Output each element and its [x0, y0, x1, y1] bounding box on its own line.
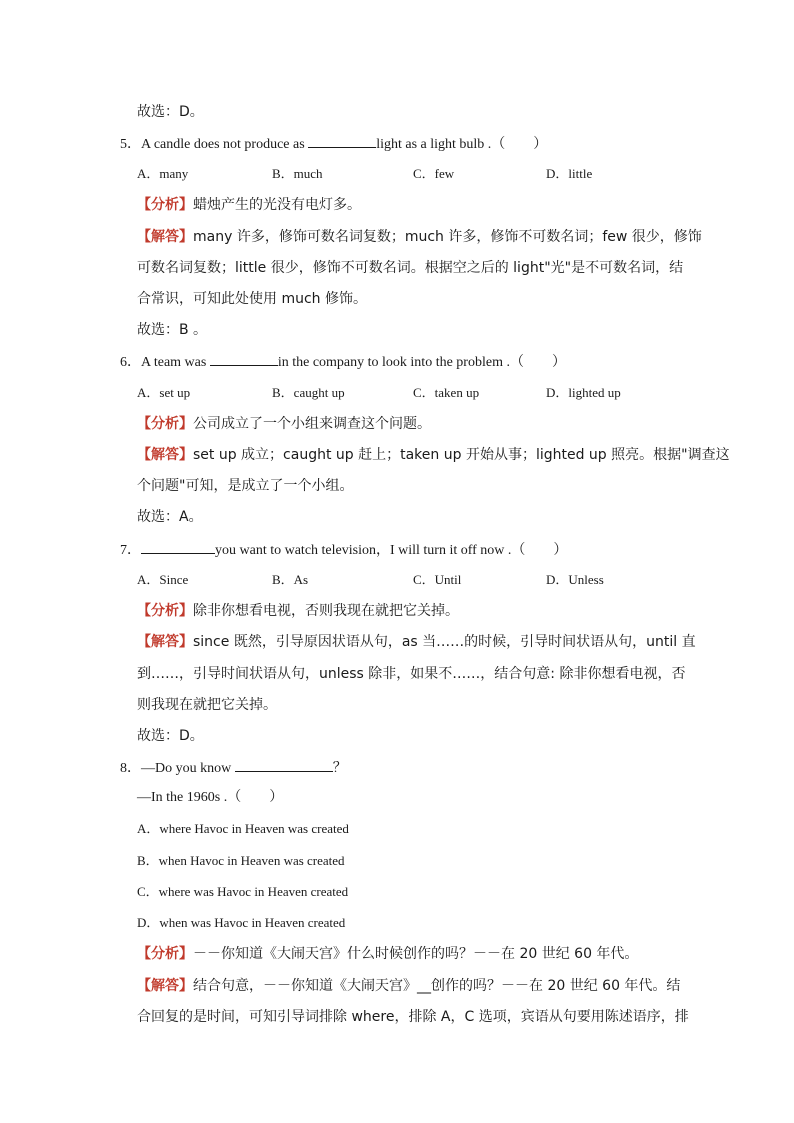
- q7-option-c: C．Until: [413, 572, 462, 587]
- q5-stem-before: A candle does not produce as: [141, 137, 309, 152]
- q6-stem-before: A team was: [141, 355, 210, 370]
- analysis-tag: 【分析】: [137, 416, 193, 432]
- q5-option-a: A．many: [137, 166, 189, 181]
- q8-solution-line-1: [137, 976, 680, 997]
- q7-option-b: B．As: [272, 572, 309, 587]
- q6-stem: [120, 351, 566, 373]
- q8-analysis: [137, 944, 638, 965]
- q6-analysis-text: 公司成立了一个小组来调查这个问题。: [193, 416, 431, 432]
- q8-number: 8．: [120, 761, 141, 776]
- solution-tag: 【解答】: [137, 978, 193, 994]
- q6-blank: [210, 351, 278, 366]
- q6-number: 6．: [120, 355, 141, 370]
- q8-stem: [120, 757, 347, 779]
- q6-option-a: A．set up: [137, 385, 191, 400]
- q5-option-d: D．little: [546, 166, 593, 181]
- q7-solution-line-2: 到……，引导时间状语从句，unless 除非，如果不……，结合句意: 除非你想看电视，否: [137, 666, 686, 682]
- q5-option-c: C．few: [413, 166, 455, 181]
- q7-option-a: A．Since: [137, 572, 189, 587]
- q6-solution-line-2: 个问题"可知，是成立了一个小组。: [137, 478, 354, 494]
- q5-option-b: B．much: [272, 166, 323, 181]
- q6-option-c: C．taken up: [413, 385, 480, 400]
- q7-solution-text-1: since 既然，引导原因状语从句，as 当……的时候，引导时间状语从句，until 直: [193, 634, 696, 650]
- q5-stem-after: light as a light bulb .（ ）: [376, 137, 548, 152]
- q7-blank: [141, 539, 215, 554]
- q5-answer: 故选：B 。: [137, 322, 208, 338]
- q8-reply: —In the 1960s .（ ）: [137, 790, 284, 805]
- solution-tag: 【解答】: [137, 634, 193, 650]
- q6-stem-after: in the company to look into the problem .（ ）: [277, 355, 566, 370]
- q8-option-c: C．where was Havoc in Heaven created: [137, 884, 349, 899]
- analysis-tag: 【分析】: [137, 946, 193, 962]
- q5-stem: [120, 133, 547, 155]
- q6-option-d: D．lighted up: [546, 385, 621, 400]
- q5-analysis-text: 蜡烛产生的光没有电灯多。: [193, 197, 361, 213]
- solution-tag: 【解答】: [137, 229, 193, 245]
- q5-number: 5．: [120, 137, 141, 152]
- q7-answer: 故选：D。: [137, 728, 204, 744]
- q8-stem-before: —Do you know: [141, 761, 235, 776]
- q7-solution-line-1: [137, 632, 696, 653]
- q5-solution-line-1: [137, 227, 702, 248]
- q8-option-a: A．where Havoc in Heaven was created: [137, 821, 349, 836]
- q8-blank: [235, 757, 333, 772]
- q5-solution-text-1: many 许多，修饰可数名词复数；much 许多，修饰不可数名词；few 很少，修饰: [193, 229, 702, 245]
- analysis-tag: 【分析】: [137, 603, 193, 619]
- q7-option-d: D．Unless: [546, 572, 604, 587]
- q7-stem: [120, 539, 567, 561]
- q6-answer: 故选：A。: [137, 509, 203, 525]
- q6-solution-text-1: set up 成立；caught up 赶上；taken up 开始从事；lighted up 照亮。根据"调查这: [193, 447, 730, 463]
- q7-analysis: [137, 601, 459, 622]
- q4-answer: 故选：D。: [137, 104, 204, 120]
- q7-analysis-text: 除非你想看电视，否则我现在就把它关掉。: [193, 603, 459, 619]
- solution-tag: 【解答】: [137, 447, 193, 463]
- q8-option-b: B．when Havoc in Heaven was created: [137, 853, 345, 868]
- q6-analysis: [137, 414, 431, 435]
- q8-option-d: D．when was Havoc in Heaven created: [137, 915, 346, 930]
- q5-blank: [308, 133, 376, 148]
- q5-solution-line-3: 合常识，可知此处使用 much 修饰。: [137, 291, 367, 307]
- q7-solution-line-3: 则我现在就把它关掉。: [137, 697, 277, 713]
- q8-stem-after: ？: [332, 761, 347, 776]
- q8-solution-line-2: 合回复的是时间，可知引导词排除 where，排除 A，C 选项，宾语从句要用陈述语序，排: [137, 1009, 689, 1025]
- q8-analysis-text: －－你知道《大闹天宫》什么时候创作的吗？－－在 20 世纪 60 年代。: [193, 946, 639, 962]
- q6-option-b: B．caught up: [272, 385, 345, 400]
- q7-number: 7．: [120, 543, 141, 558]
- q6-solution-line-1: [137, 445, 730, 466]
- q8-solution-text-1: 结合句意，－－你知道《大闹天宫》__创作的吗？－－在 20 世纪 60 年代。结: [193, 978, 681, 994]
- analysis-tag: 【分析】: [137, 197, 193, 213]
- q5-solution-line-2: 可数名词复数；little 很少，修饰不可数名词。根据空之后的 light"光"是不可数名词，结: [137, 260, 684, 276]
- q5-analysis: [137, 195, 361, 216]
- q7-stem-after: you want to watch television，I will turn it off now .（ ）: [215, 543, 568, 558]
